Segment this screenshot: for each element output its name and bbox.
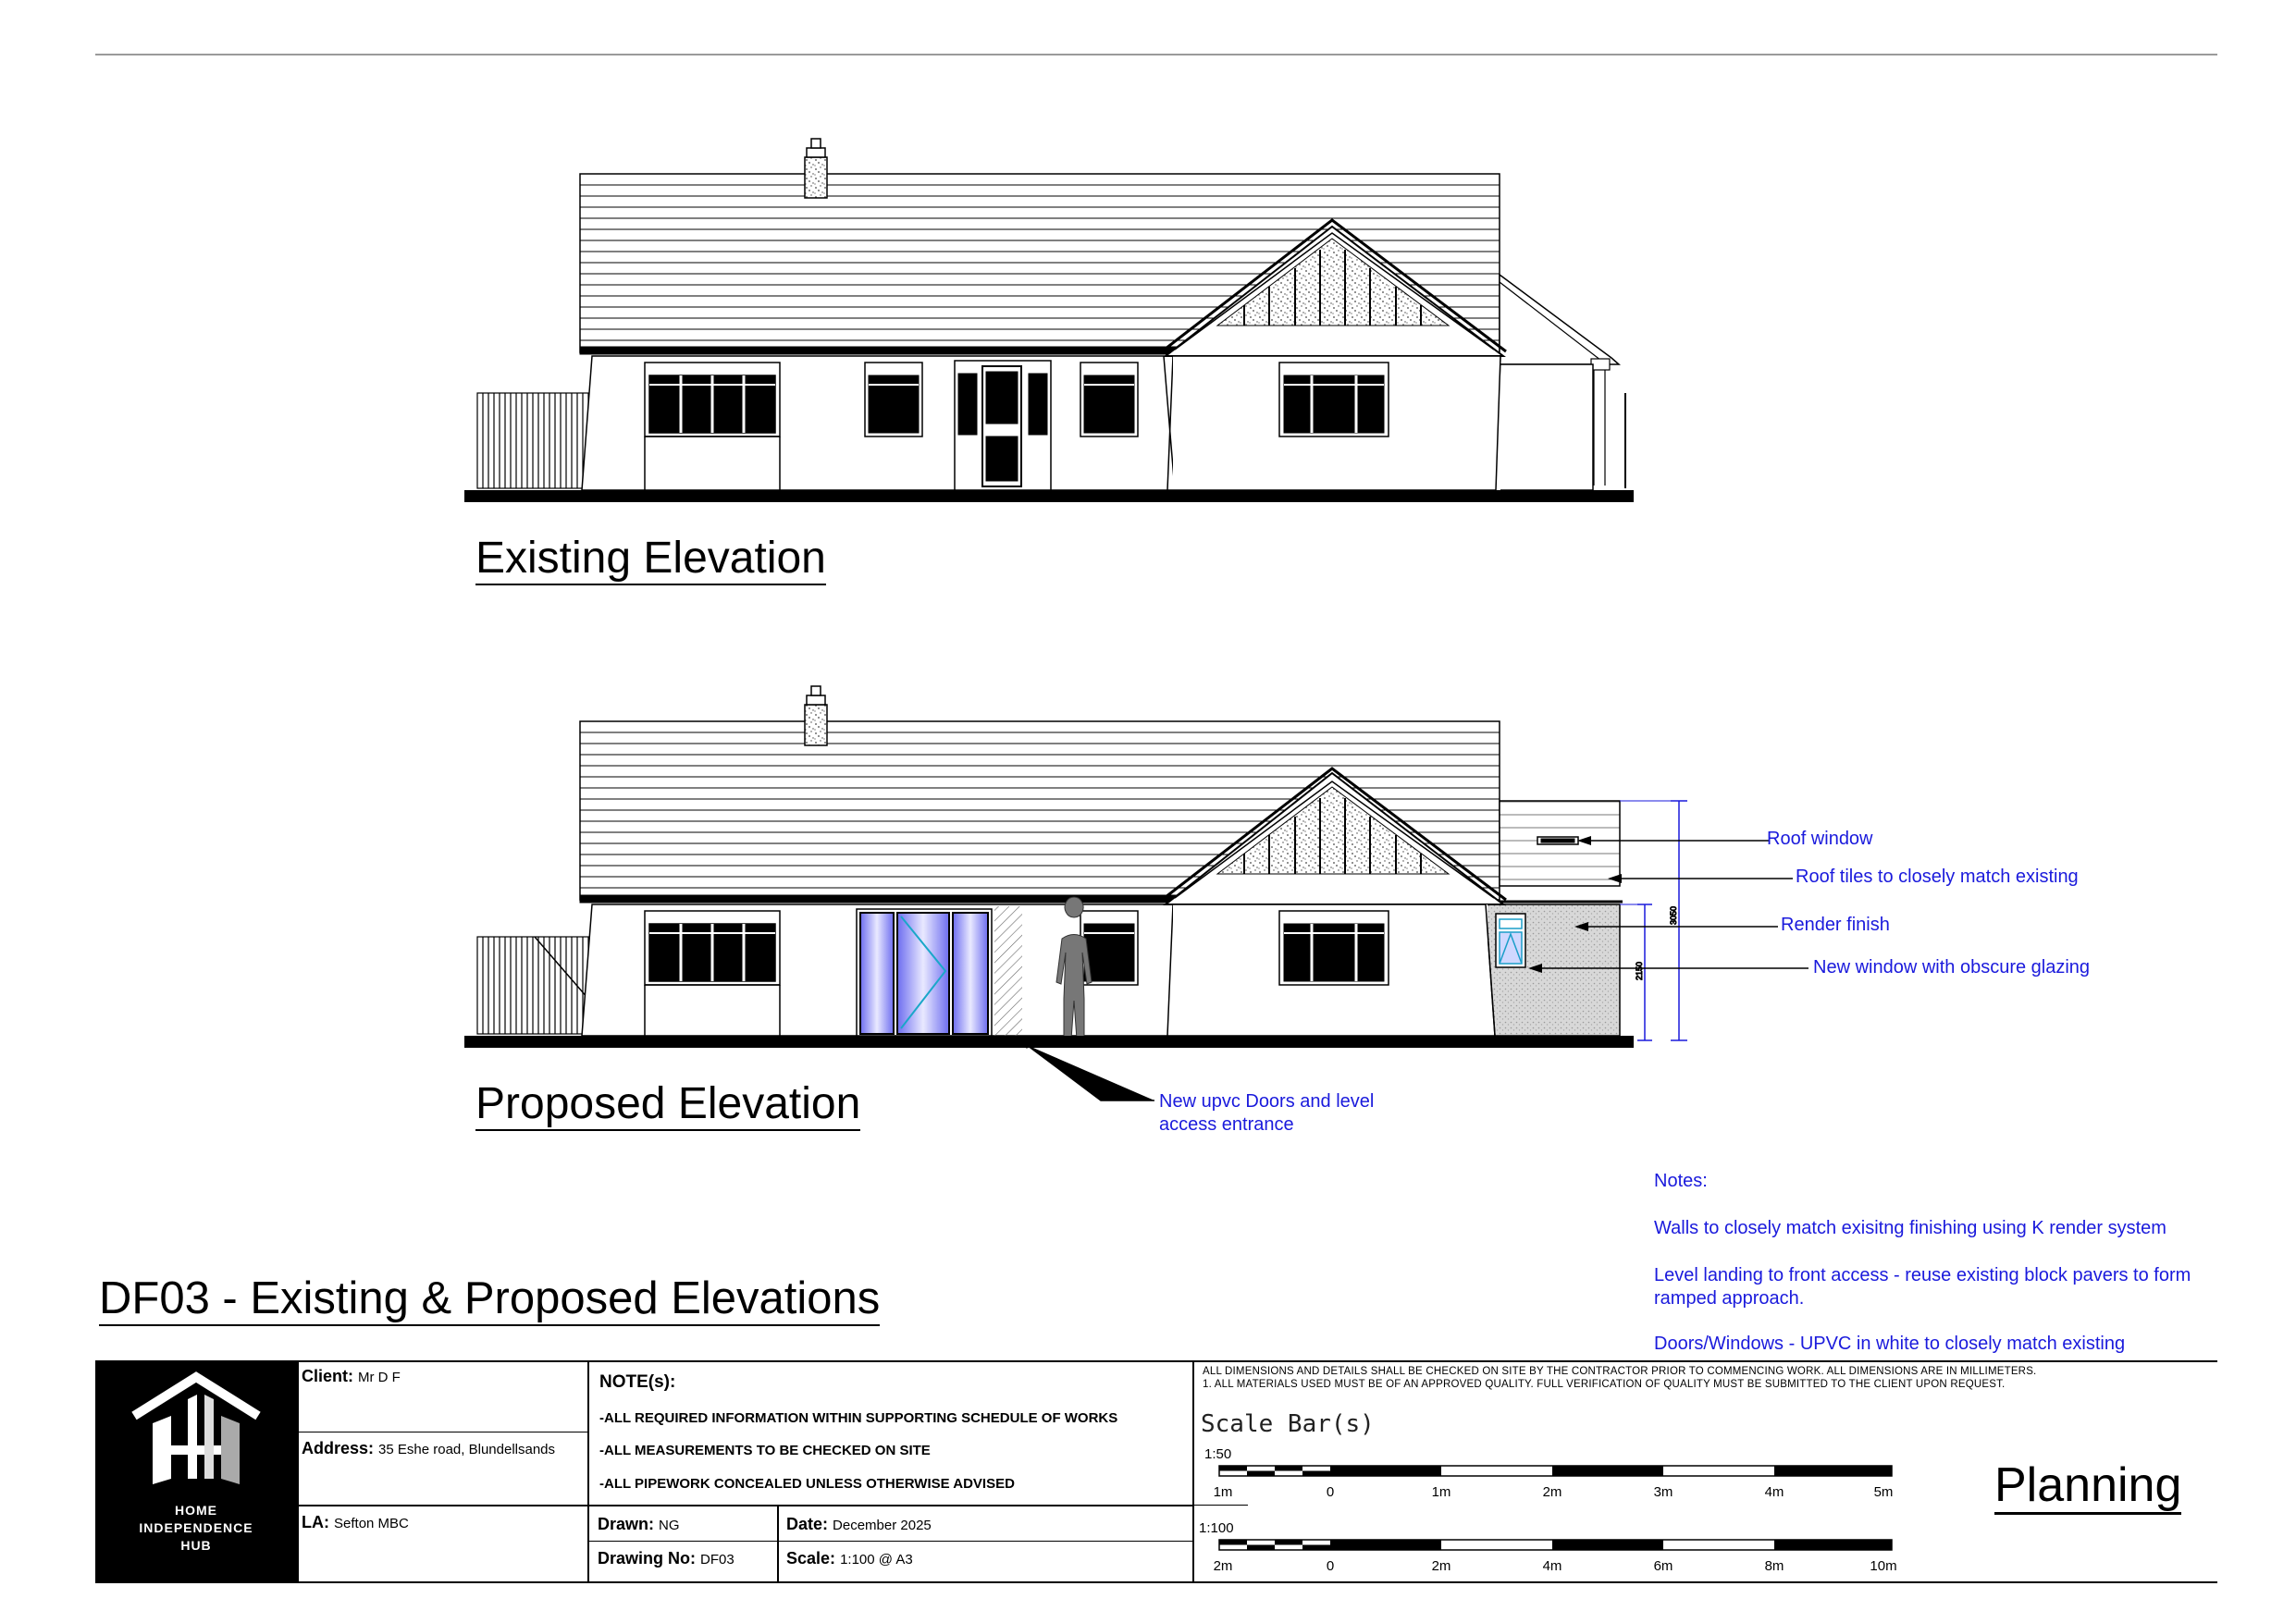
tb-note-3: -ALL PIPEWORK CONCEALED UNLESS OTHERWISE ADVISED	[599, 1476, 1015, 1492]
scale-bar-1-label: 2m	[1542, 1484, 1562, 1500]
scale-bar-2-label: 4m	[1542, 1558, 1562, 1574]
scale-bar-1-label: 5m	[1873, 1484, 1894, 1500]
scale-value: 1:100 @ A3	[840, 1552, 913, 1568]
logo-text-line2: INDEPENDENCE	[139, 1520, 253, 1535]
annotation-new-window: New window with obscure glazing	[1813, 957, 2091, 977]
tb-divider	[1192, 1360, 1194, 1581]
note-item-3: Doors/Windows - UPVC in white to closely match existing	[1654, 1334, 2126, 1354]
svg-text:3050: 3050	[1669, 905, 1678, 925]
tb-divider	[297, 1360, 299, 1581]
tb-note-1: -ALL REQUIRED INFORMATION WITHIN SUPPORTING SCHEDULE OF WORKS	[599, 1410, 1118, 1426]
tb-divider	[587, 1541, 1192, 1542]
la-value: Sefton MBC	[334, 1516, 409, 1531]
proposed-window-4	[1279, 911, 1389, 985]
scale-label: Scale:	[786, 1549, 836, 1568]
existing-elevation	[464, 139, 1634, 502]
note-item-1: Walls to closely match exisitng finishing using K render system	[1654, 1218, 2166, 1238]
la-field	[302, 1513, 409, 1532]
scale-bar-2-label: 10m	[1870, 1558, 1897, 1574]
proposed-new-doors	[857, 909, 992, 1036]
scale-bar-2-label: 2m	[1431, 1558, 1451, 1574]
la-label: LA:	[302, 1513, 329, 1531]
proposed-ground-line	[464, 1036, 1634, 1048]
disclaimer-line-2: 1. ALL MATERIALS USED MUST BE OF AN APPROVED QUALITY. FULL VERIFICATION OF QUALITY MUST BE SUBMITTED TO THE CLIENT UPON REQUEST.	[1203, 1379, 2006, 1390]
address-label: Address:	[302, 1439, 375, 1457]
client-field	[302, 1367, 401, 1386]
scale-bar-1-label: 1m	[1213, 1484, 1233, 1500]
tb-notes-heading: NOTE(s):	[599, 1372, 676, 1392]
scale-bar-2-label: 0	[1326, 1558, 1335, 1574]
date-label: Date:	[786, 1515, 829, 1533]
tb-divider	[1192, 1505, 1248, 1506]
proposed-fence	[477, 937, 592, 1034]
drawn-label: Drawn:	[598, 1515, 655, 1533]
logo-text-line1: HOME	[175, 1503, 217, 1518]
existing-window-4	[1279, 363, 1389, 436]
annotation-roof-tiles: Roof tiles to closely match existing	[1796, 867, 2079, 887]
annotation-roof-window: Roof window	[1767, 829, 1873, 849]
scale-bar-2-label: 6m	[1653, 1558, 1673, 1574]
notes-heading: Notes:	[1654, 1171, 1708, 1191]
client-value: Mr D F	[358, 1370, 401, 1385]
note-item-2: Level landing to front access - reuse existing block pavers to form ramped approach.	[1654, 1265, 2191, 1309]
disclaimer-line-1: ALL DIMENSIONS AND DETAILS SHALL BE CHECKED ON SITE BY THE CONTRACTOR PRIOR TO COMMENCING WORK. ALL DIMENSIONS ARE IN MILLIMETERS.	[1203, 1366, 2037, 1377]
existing-chimney	[805, 139, 827, 198]
annotation-render-finish: Render finish	[1781, 915, 1890, 935]
scale-field	[786, 1549, 913, 1568]
drawn-field	[598, 1515, 680, 1534]
scale-bar-2-ratio: 1:100	[1199, 1520, 1234, 1536]
annotation-doors-line2: access entrance	[1159, 1114, 1294, 1135]
tb-note-2: -ALL MEASUREMENTS TO BE CHECKED ON SITE	[599, 1443, 931, 1458]
scale-bar-1-ratio: 1:50	[1204, 1446, 1232, 1462]
scale-bar-1-label: 3m	[1653, 1484, 1673, 1500]
tb-divider	[777, 1505, 779, 1581]
existing-elevation-title: Existing Elevation	[475, 535, 826, 585]
drawing-no-value: DF03	[700, 1552, 734, 1568]
proposed-elevation	[464, 686, 1687, 1048]
existing-fence	[477, 393, 592, 488]
drawn-value: NG	[659, 1518, 680, 1533]
scale-bar-1-label: 1m	[1431, 1484, 1451, 1500]
scale-bar-2-label: 8m	[1764, 1558, 1784, 1574]
scale-bar-1-label: 4m	[1764, 1484, 1784, 1500]
existing-ground-line	[464, 490, 1634, 502]
company-logo	[95, 1360, 297, 1581]
annotation-doors-line1: New upvc Doors and level	[1159, 1091, 1375, 1112]
proposed-new-window	[1496, 914, 1525, 967]
address-field	[302, 1439, 555, 1458]
proposed-ramp-hatch	[994, 906, 1022, 1036]
drawing-status: Planning	[1994, 1459, 2181, 1515]
client-label: Client:	[302, 1367, 353, 1385]
scale-bar-2-label: 2m	[1213, 1558, 1233, 1574]
scale-bars-heading: Scale Bar(s)	[1201, 1410, 1375, 1438]
existing-window-3	[1080, 363, 1138, 436]
existing-front-door	[955, 361, 1051, 490]
proposed-elevation-title: Proposed Elevation	[475, 1080, 860, 1131]
date-field	[786, 1515, 932, 1534]
drawing-no-field	[598, 1549, 734, 1568]
existing-window-2	[865, 363, 922, 436]
svg-text:2150: 2150	[1635, 961, 1644, 980]
address-value: 35 Eshe road, Blundellsands	[378, 1442, 556, 1457]
house-h-logo-icon	[95, 1370, 297, 1490]
drawing-no-label: Drawing No:	[598, 1549, 696, 1568]
scale-bar-1-label: 0	[1326, 1484, 1335, 1500]
existing-right-extension	[1496, 364, 1593, 490]
tb-divider	[297, 1505, 1192, 1506]
sheet-title: DF03 - Existing & Proposed Elevations	[99, 1274, 880, 1326]
proposed-chimney	[805, 686, 827, 745]
date-value: December 2025	[833, 1518, 932, 1533]
tb-divider	[587, 1360, 589, 1581]
logo-text-line3: HUB	[180, 1538, 212, 1553]
